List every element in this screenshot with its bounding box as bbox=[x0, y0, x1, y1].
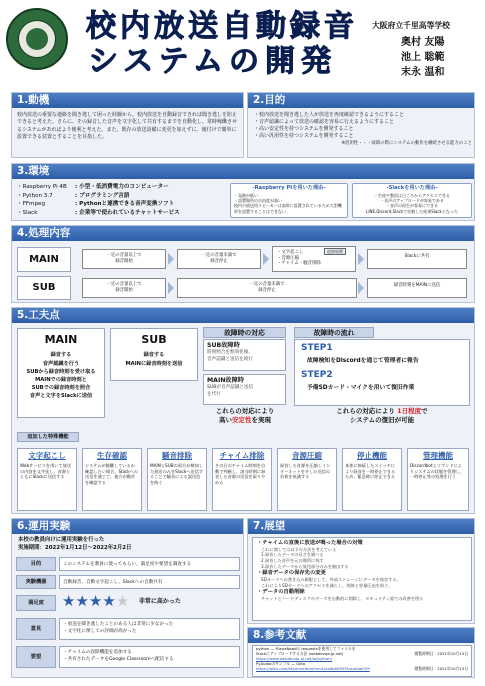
rpi-reason-title: -Raspberry PIを用いた理由- bbox=[252, 185, 326, 191]
sub-failure-title: SUB故障時 bbox=[207, 342, 240, 349]
purpose-item: ・高い安定性を持つシステムを開発すること bbox=[254, 126, 354, 132]
satisfaction-text: 非常に高かった bbox=[138, 598, 181, 605]
reference-entry: python — FileuaNaadiとrequestsを使用してファイルを Slackにアップロードする方法 (webdevqa.jp.net) bbox=[256, 646, 356, 656]
main-flow-step: Slackに共有 bbox=[367, 249, 467, 269]
outlook-body: これに関しては以下の方法を考えている 1.録音したデータの長さを調べる 2.録音した音声を元の場所に残す 3.録音したデータから放送部分のみを抽出する bbox=[261, 546, 349, 569]
row-label: 要望 bbox=[16, 646, 56, 668]
feature-name: チャイム排除 bbox=[219, 451, 265, 460]
row-value: 自動録音、自動文字起こし、Slackへの自動共有 bbox=[59, 575, 240, 589]
section-process bbox=[11, 225, 475, 303]
star-filled-icon: ★ bbox=[88, 592, 103, 610]
feature-card bbox=[147, 448, 207, 511]
feature-desc: Webサービスを用いて放送の内容を文字化し、音源とともにSlackに送信する bbox=[20, 462, 72, 480]
main-flow-step: 一定の音量以上で 録音開始 bbox=[82, 249, 166, 269]
feature-name: 停止機能 bbox=[357, 451, 387, 460]
motivation-body: 校内放送の重要な連絡を聞き逃して困った経験から、校内放送を自動録音できれば聞き逃しを防止できると考えた。さらに、その録音した音声を文字化して共有するまでを自動化し、常時稼働させるシステムがあればより便利と考えた。また、既存の放送設備に変更を加えずに、後付けで簡単に設置できる装置とすることを目指した。 bbox=[17, 112, 238, 140]
row-label: 実験機器 bbox=[16, 575, 56, 589]
main-flow-step: 一定の音量未満で 録音停止 bbox=[177, 249, 261, 269]
outlook-body: チャットとハードディスクのデータを自動的に削除し、セキュリティ面での改善を図る bbox=[261, 596, 424, 602]
sub-box-body: 録音する MAINに録音時刻を送信 bbox=[125, 352, 183, 367]
feature-desc: MAINとSUBの両方が検知した放送のみをSlackへ送信することで騒音による誤送信を防ぐ bbox=[150, 462, 203, 486]
title-line2: システムの開発 bbox=[88, 44, 337, 79]
step2-label: STEP2 bbox=[301, 370, 333, 381]
feature-name: 生存確認 bbox=[97, 451, 127, 460]
section-title: 1.動機 bbox=[12, 93, 243, 108]
sub-failure-box bbox=[203, 339, 286, 371]
rpi-reason-body: ・発熱が低い ・設置場所の自由度が高い 校内の放送用スピーカーは高所に設置されているため大型機材を設置することはできない bbox=[234, 192, 342, 214]
process-main-label: MAIN bbox=[17, 247, 71, 272]
special-features-label: 追加した特殊機能 bbox=[17, 432, 79, 442]
feature-desc: 録音した音源を圧縮しインターネットを介した送信の負荷を低減する bbox=[280, 462, 331, 480]
star-filled-icon: ★ bbox=[75, 592, 89, 610]
main-failure-title: MAIN故障時 bbox=[207, 377, 244, 384]
rpi-reason bbox=[230, 183, 348, 218]
env-desc: : Pythonと連携できる音声変換ソフト bbox=[75, 201, 175, 207]
arrow-icon bbox=[168, 253, 174, 265]
feature-desc: Discordbotとコマンドによりシステムの状態を管理し、一時停止等の処理を行う bbox=[410, 462, 465, 480]
feature-card bbox=[277, 448, 337, 511]
star-empty-icon: ★ bbox=[115, 592, 130, 610]
main-box-body: 録音する 音声認識を行う SUBから録音時刻を受け取る MAINでの録音時刻と SUBでの録音時刻を照合 音声と文字をSlackに送信 bbox=[26, 352, 96, 400]
slack-reason-title: -Slackを用いた理由- bbox=[386, 185, 438, 191]
main-box-title: MAIN bbox=[44, 333, 78, 346]
feature-card bbox=[212, 448, 272, 511]
row-label: 目的 bbox=[16, 557, 56, 571]
section-title: 3.環境 bbox=[12, 164, 474, 179]
reference-link[interactable]: https://www.webdevqa.jp.net/ja/python/ bbox=[256, 655, 332, 661]
sub-flow-step: 録音時刻をMAINに送信 bbox=[367, 278, 467, 298]
feature-name: 文字起こし bbox=[28, 451, 66, 460]
flow-conclusion: これらの対応により bbox=[336, 407, 395, 415]
school-emblem bbox=[6, 8, 68, 70]
section-environment bbox=[11, 163, 475, 221]
main-failure-body: SUBが音声認識と送信 を代行 bbox=[207, 385, 254, 397]
section-title: 5.工夫点 bbox=[12, 308, 474, 323]
section-title: 6.運用実験 bbox=[12, 519, 243, 534]
env-name: ・Python 3.7 bbox=[17, 192, 53, 199]
failure-conclusion: 高い bbox=[219, 416, 232, 424]
sub-flow-step: 一定の音量以上で 録音開始 bbox=[82, 278, 166, 298]
feature-desc: システムが稼働しているか確認したい場合、Slackへの送信を通じて、他方が動作を確認する bbox=[85, 462, 138, 486]
main-box bbox=[17, 328, 105, 418]
env-name: ・Raspberry Pi 4B bbox=[17, 184, 67, 190]
section-title: 7.展望 bbox=[248, 519, 474, 534]
process-sub-label: SUB bbox=[17, 276, 71, 300]
outlook-heading: ・データの自動削除 bbox=[257, 589, 305, 596]
failure-response-title: 故障時の対応 bbox=[203, 327, 286, 338]
recovery-time-highlight: 1日程度 bbox=[397, 407, 422, 415]
author-1: 奥村 友陽 bbox=[401, 37, 445, 48]
step2-body: 予備SDカード・マイクを用いて復旧作業 bbox=[307, 384, 415, 391]
sub-box bbox=[110, 328, 198, 381]
arrow-icon bbox=[168, 282, 174, 294]
flow-conclusion: システムの復旧が可能 bbox=[349, 416, 415, 424]
feature-card bbox=[342, 448, 402, 511]
stability-highlight: 安定性 bbox=[232, 416, 252, 424]
school-name: 大阪府立千里高等学校 bbox=[372, 21, 450, 30]
arrow-icon bbox=[358, 282, 364, 294]
section-outlook bbox=[247, 518, 475, 624]
features-row bbox=[17, 448, 471, 511]
step1-label: STEP1 bbox=[301, 343, 333, 353]
env-desc: : 企業等で使われているチャットサービス bbox=[75, 209, 180, 216]
additional-process-badge: 追加処理 bbox=[324, 248, 346, 255]
reference-date: 閲覧時期日：2021年10月13日 bbox=[414, 665, 468, 671]
section-references bbox=[247, 627, 475, 678]
main-failure-box bbox=[203, 374, 286, 405]
section-title: 4.処理内容 bbox=[12, 226, 474, 241]
feature-name: 管理機能 bbox=[423, 451, 453, 460]
outlook-body: SDカードへの書き込み制限として、外部ストレージにデータを保存する。 これによりSDカードへのアクセスを減らし、故障と容量圧迫を防ぐ。 bbox=[261, 577, 401, 588]
purpose-item: ・高い汎用性を持つシステムを開発すること bbox=[254, 133, 354, 139]
sub-box-title: SUB bbox=[141, 333, 167, 346]
feature-card bbox=[17, 448, 77, 511]
purpose-note: ※汎用性・・・故障の際にシステムの動作を継続させる能力のこと bbox=[341, 141, 472, 146]
satisfaction-rating bbox=[62, 592, 238, 612]
purpose-item: ・校内放送を聞き逃した人が放送を再度確認できるようにすること bbox=[254, 112, 405, 118]
section-title: 2.目的 bbox=[248, 93, 474, 108]
sub-flow-step: 一定の音量未満で 録音停止 bbox=[177, 278, 357, 298]
section-purpose bbox=[247, 92, 475, 158]
row-label: 意見 bbox=[16, 618, 56, 640]
section-title: 8.参考文献 bbox=[248, 628, 474, 643]
author-2: 池上 聡範 bbox=[401, 52, 445, 63]
author-3: 末永 温和 bbox=[401, 67, 445, 78]
outlook-heading: ・録音データの保存先の変更 bbox=[257, 570, 326, 577]
slack-reason-body: ・生徒や教員は日ごろからアクセスできる ・音声のアップロードが容易である ・音声の再生が容易にできる LINE,Discord,Slackで比較した結果Slackとなった bbox=[366, 192, 458, 214]
outlook-heading: ・チャイムの直後に放送が鳴った場合の対策 bbox=[257, 540, 363, 546]
feature-desc: その日のチャイム時刻を自動で判断し、該当時刻に録音した音源の送信を取りやめる bbox=[215, 462, 266, 486]
section-experiment bbox=[11, 518, 244, 678]
feature-name: 騒音排除 bbox=[162, 451, 192, 460]
reference-entry: PyAudioのサンプル — Qiita bbox=[256, 660, 306, 666]
main-flow-step: ・文字起こし ・音源圧縮 ・チャイム・騒音排除 bbox=[272, 246, 356, 272]
reference-link[interactable]: https://qiita.com/kkyamaifaro/items/4ddbfdf95f3dca9aaf2f9 bbox=[256, 665, 370, 671]
flow-conclusion: で bbox=[421, 407, 428, 415]
failure-conclusion: これらの対応により bbox=[215, 407, 275, 415]
row-value: ・チャイムの誤除機能を追加する ・共有されたデータをGoogle Classroomへ配信する bbox=[59, 646, 240, 668]
outlook-box bbox=[252, 537, 472, 621]
arrow-icon bbox=[263, 253, 269, 265]
failure-flow-title: 故障時の流れ bbox=[294, 327, 374, 338]
feature-card bbox=[82, 448, 142, 511]
env-name: ・Slack bbox=[17, 209, 38, 216]
row-value: ・放送を聞き逃したことのある人は非常に少なかった ・文字化に関しての評価が高かった bbox=[59, 618, 240, 640]
failure-conclusion: を実現 bbox=[251, 416, 271, 424]
experiment-intro: 本校の教員向けに運用実験を行った 実施期間：2022年1月12日～2022年2月2日 bbox=[18, 537, 132, 551]
env-desc: : 小型・低消費電力のコンピューター bbox=[75, 184, 169, 190]
row-value: このシステムを教員に使ってもらい、満足度や要望を調査する bbox=[59, 557, 240, 571]
section-ingenuity bbox=[11, 307, 475, 514]
title-line1: 校内放送自動録音 bbox=[86, 9, 358, 44]
star-filled-icon: ★ bbox=[102, 592, 116, 610]
purpose-item: ・音声認識によって放送の確認を容易に行えるようにすること bbox=[254, 119, 395, 125]
arrow-icon bbox=[358, 253, 364, 265]
row-label: 満足度 bbox=[16, 595, 56, 611]
feature-desc: 本体に接続したスイッチにより録音を一時停止できるため、緊急時に停止できる bbox=[345, 462, 396, 480]
star-filled-icon: ★ bbox=[62, 592, 76, 610]
failure-flow-box bbox=[294, 339, 470, 406]
reference-date: 閲覧時期日：2021年10月13日 bbox=[414, 651, 468, 656]
section-motivation bbox=[11, 92, 244, 158]
slack-reason bbox=[352, 183, 472, 218]
env-name: ・FFmpeg bbox=[17, 201, 46, 207]
feature-name: 音源圧縮 bbox=[292, 451, 322, 460]
sub-failure-body: 時刻照合を無効化後、 音声認識と送信を続行 bbox=[207, 350, 253, 362]
feature-card bbox=[407, 448, 469, 511]
env-desc: : プログラミング言語 bbox=[75, 192, 130, 199]
step1-body: 故障検知をDiscordを通じて管理者に報告 bbox=[307, 357, 419, 364]
